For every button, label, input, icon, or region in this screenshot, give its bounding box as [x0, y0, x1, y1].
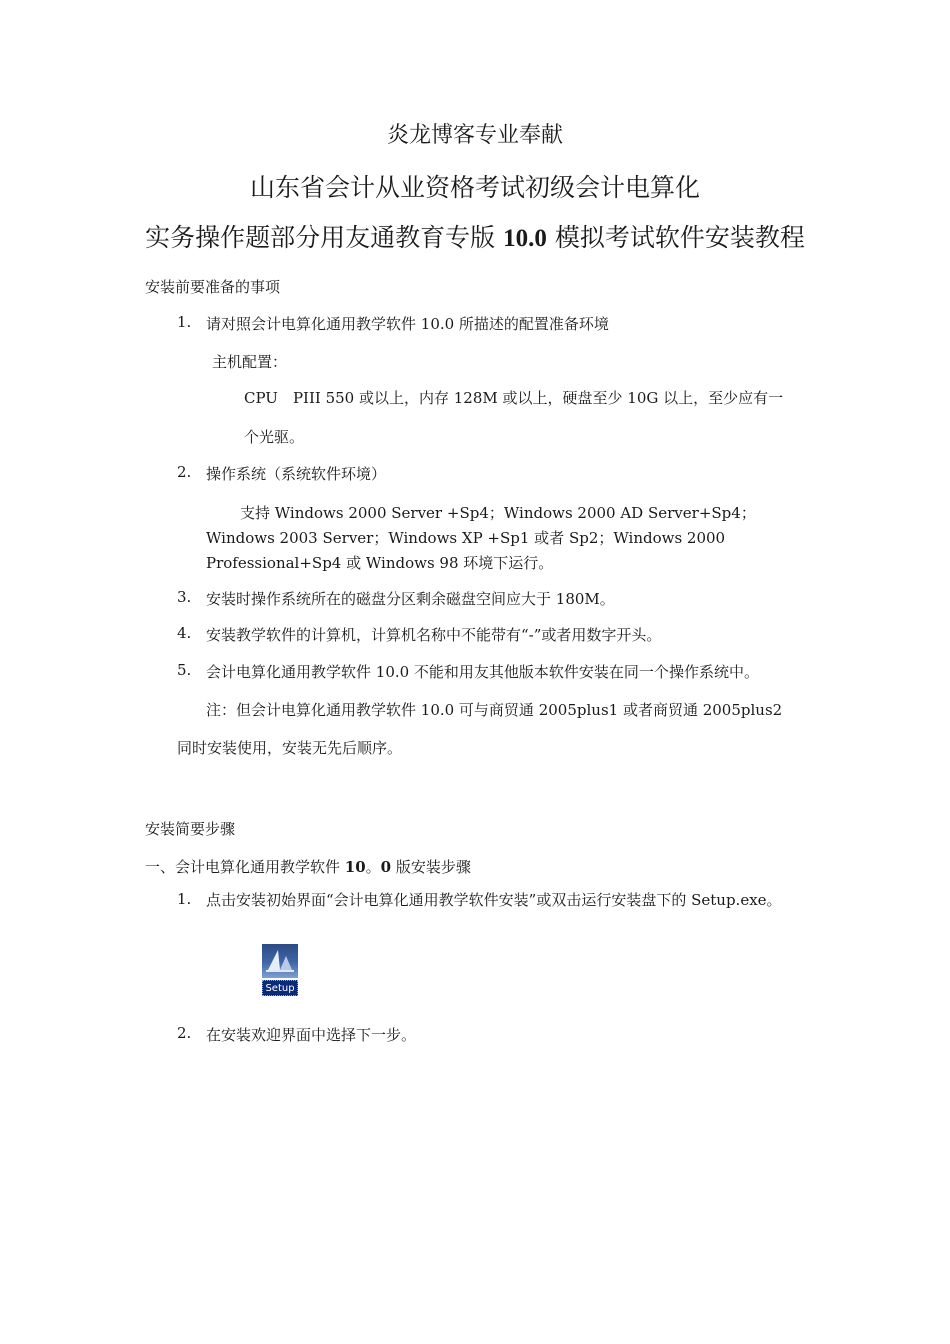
host-config-line1: CPU PIII 550 或以上，内存 128M 或以上，硬盘至少 10G 以上，至少应有一: [244, 389, 784, 407]
step-item-1-num: 1.: [177, 890, 192, 908]
prep-item-5-text: 会计电算化通用教学软件 10.0 不能和用友其他版本软件安装在同一个操作系统中。: [206, 663, 759, 681]
setup-exe-icon[interactable]: [262, 944, 298, 996]
prep-item-3-num: 3.: [177, 588, 192, 606]
setup-triangles-icon: [262, 944, 298, 978]
prep-heading: 安装前要准备的事项: [145, 278, 281, 296]
doc-title-blog: 炎龙博客专业奉献: [386, 123, 563, 148]
prep-item-1-text: 请对照会计电算化通用教学软件 10.0 所描述的配置准备环境: [206, 315, 609, 333]
prep-item-2-num: 2.: [177, 463, 192, 481]
setup-logo-icon: [262, 944, 298, 978]
prep-item-2-text: 操作系统（系统软件环境）: [206, 465, 387, 483]
host-config-label: 主机配置：: [212, 353, 288, 371]
step-item-1-text: 点击安装初始界面“会计电算化通用教学软件安装”或双击运行安装盘下的 Setup.exe。: [206, 891, 782, 909]
prep-item-5-num: 5.: [177, 661, 192, 679]
prep-item-3-text: 安装时操作系统所在的磁盘分区剩余磁盘空间应大于 180M。: [206, 590, 615, 608]
note-line2: 同时安装使用，安装无先后顺序。: [177, 739, 403, 757]
prep-item-4-num: 4.: [177, 624, 192, 642]
prep-item-4-text: 安装教学软件的计算机，计算机名称中不能带有“-”或者用数字开头。: [206, 626, 662, 644]
step-item-2-text: 在安装欢迎界面中选择下一步。: [206, 1026, 417, 1044]
host-config-line2: 个光驱。: [244, 428, 305, 446]
step-item-2-num: 2.: [177, 1024, 192, 1042]
steps-heading: 安装简要步骤: [145, 820, 236, 838]
note-line1: 注：但会计电算化通用教学软件 10.0 可与商贸通 2005plus1 或者商贸通 2005plus2: [206, 701, 783, 719]
doc-title-tutorial: 实务操作题部分用友通教育专版 10.0 模拟考试软件安装教程: [145, 223, 805, 252]
setup-icon-label: Setup: [262, 980, 298, 996]
steps-subheading: 一、会计电算化通用教学软件 10。0 版安装步骤: [145, 858, 471, 876]
doc-title-exam: 山东省会计从业资格考试初级会计电算化: [249, 173, 700, 202]
prep-item-1-num: 1.: [177, 313, 192, 331]
os-support-paragraph: 支持 Windows 2000 Server +Sp4；Windows 2000 AD Server+Sp4；Windows 2003 Server；Windows XP +Sp1 或者 Sp2；Windows 2000 Professional+Sp4 或 Windows 98 环境下运行。: [206, 504, 756, 572]
